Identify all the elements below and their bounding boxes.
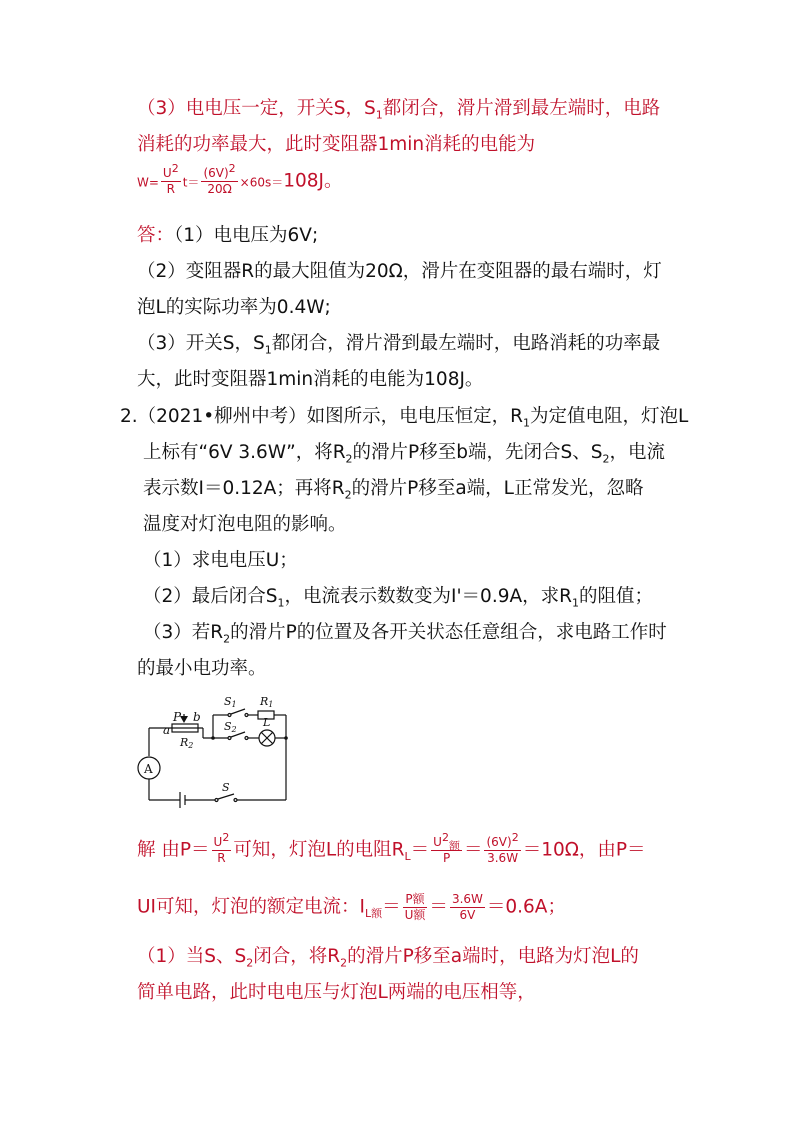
switch-s2-contact	[228, 737, 231, 740]
problem2-line1	[120, 402, 688, 432]
text: （2021•柳州中考）如图所示，电电压恒定，R	[137, 406, 524, 427]
num: (6V)	[486, 835, 512, 849]
text: （2）最后闭合S	[143, 586, 278, 607]
answer-2-line2: 泡L的实际功率为0.4W;	[137, 297, 331, 318]
exp: 2	[222, 831, 230, 844]
text: 都闭合，滑片滑到最左端时，电路消耗的功率最	[271, 333, 661, 354]
solution2-line1	[137, 831, 646, 866]
formula-times: ×60s＝	[239, 175, 284, 190]
switch-s1-blade	[231, 709, 245, 714]
answer-1: （1）电电压为6V;	[174, 225, 319, 246]
answer-3-line2: 大，此时变阻器1min消耗的电能为108J。	[137, 369, 484, 390]
den: R	[166, 182, 175, 196]
fraction	[403, 892, 428, 923]
subscript: 1	[277, 596, 285, 610]
den: U额	[404, 908, 426, 922]
problem2-question1: （1）求电电压U；	[143, 550, 298, 571]
fraction	[212, 831, 232, 866]
text: ＝	[382, 896, 401, 918]
solution2-line3	[137, 942, 639, 972]
num: U	[433, 835, 442, 849]
text: 解 由P＝	[137, 839, 210, 861]
text: ，电流	[609, 442, 665, 463]
solution2-line4: 简单电路，此时电电压与灯泡L两端的电压相等，	[137, 982, 536, 1003]
answer-label: 答：	[137, 225, 175, 246]
text: ＝10Ω，由P＝	[522, 839, 646, 861]
subscript: 2	[602, 452, 610, 466]
label-l: L	[263, 716, 271, 729]
sub: 2	[231, 725, 237, 734]
symbol: I	[359, 896, 365, 918]
sub: 2	[188, 741, 194, 750]
label-a-end: a	[163, 723, 171, 737]
label-r1	[259, 695, 273, 709]
formula-w: W=	[137, 175, 159, 190]
text: 的滑片P移至a端，L正常发光，忽略	[351, 478, 644, 499]
label: R	[260, 695, 269, 708]
label-s: S	[222, 781, 230, 794]
junction-dot	[211, 736, 215, 740]
subscript: L	[404, 850, 411, 864]
subscript: 1	[572, 596, 579, 610]
problem2-question3-line1	[143, 618, 667, 648]
answer-3-line1	[137, 329, 660, 359]
num: 3.6W	[451, 892, 483, 906]
sub: 额	[448, 839, 460, 853]
text: （3）电电压一定，开关S，S	[137, 98, 376, 119]
exp: 2	[228, 162, 236, 175]
text: 闭合，将R	[253, 946, 341, 967]
switch-s-contact	[215, 799, 218, 802]
solution-part3-formula	[137, 162, 343, 198]
label-b-end: b	[193, 710, 201, 724]
junction-dot	[284, 736, 288, 740]
num: U	[162, 166, 172, 180]
circuit-diagram	[128, 688, 298, 808]
solution2-line2	[137, 892, 566, 923]
problem2-line3	[143, 474, 643, 504]
text: 为定值电阻，灯泡L	[530, 406, 689, 427]
subscript: 2	[345, 452, 353, 466]
den: 20Ω	[207, 182, 232, 196]
den: P	[442, 851, 451, 865]
text: ＝	[429, 896, 448, 918]
text: （3）开关S，S	[137, 333, 265, 354]
text: ＝	[410, 839, 430, 861]
label-r2	[179, 736, 193, 750]
solution-part3-line1	[137, 94, 660, 124]
label-p: P	[173, 710, 182, 724]
answer-line1	[137, 221, 318, 251]
subscript: 2	[246, 956, 254, 970]
num: U	[213, 835, 223, 849]
den: 3.6W	[487, 851, 519, 865]
text: 的滑片P移至b端，先闭合S、S	[352, 442, 603, 463]
fraction-6v2-over-20	[201, 162, 237, 197]
label-s1	[224, 695, 237, 709]
text: 可知，灯泡L的电阻	[233, 839, 392, 861]
switch-s-blade	[218, 794, 234, 799]
den: 6V	[459, 908, 476, 922]
problem2-line2	[143, 438, 665, 468]
fraction	[431, 831, 462, 866]
text: （1）当S、S	[137, 946, 247, 967]
sub: 1	[268, 700, 274, 709]
label: S	[224, 720, 232, 733]
answer-2-line1: （2）变阻器R的最大阻值为20Ω，滑片在变阻器的最右端时，灯	[137, 261, 662, 282]
problem-number: 2.	[120, 406, 138, 427]
text: ＝0.6A；	[486, 896, 566, 918]
solution-part3-line2: 消耗的功率最大，此时变阻器1min消耗的电能为	[137, 134, 536, 155]
text: ＝	[463, 839, 483, 861]
text: 表示数I＝0.12A；再将R	[143, 478, 345, 499]
text: 上标有“6V 3.6W”，将R	[143, 442, 346, 463]
subscript: 1	[375, 108, 383, 122]
subscript: 2	[223, 632, 231, 646]
text: 的阻值；	[579, 586, 654, 607]
fraction	[484, 831, 520, 866]
text: 都闭合，滑片滑到最左端时，电路	[382, 98, 661, 119]
formula-result: 108J。	[283, 170, 343, 192]
problem2-question2	[143, 582, 653, 612]
text: 的滑片P的位置及各开关状态任意组合，求电路工作时	[230, 622, 667, 643]
label: S	[224, 695, 232, 708]
label-s2	[224, 720, 237, 734]
switch-s1-contact	[228, 714, 231, 717]
label: R	[180, 736, 189, 749]
switch-s1-contact	[245, 714, 248, 717]
label-ammeter: A	[144, 762, 153, 776]
text: UI可知，灯泡的额定电流：	[137, 896, 360, 918]
fraction-u2-over-r	[161, 162, 181, 197]
exp: 2	[511, 831, 519, 844]
subscript: 1	[523, 416, 531, 430]
subscript: L额	[364, 907, 383, 921]
subscript: 2	[340, 956, 348, 970]
num: P额	[403, 892, 428, 908]
exp: 2	[441, 831, 449, 844]
problem2-question3-line2: 的最小电功率。	[137, 658, 267, 679]
text: 的滑片P移至a端时，电路为灯泡L的	[347, 946, 639, 967]
formula-t: t＝	[182, 175, 200, 190]
sub: 1	[231, 700, 237, 709]
num: (6V)	[203, 166, 229, 180]
text: ，电流表示数数变为I'＝0.9A，求R	[284, 586, 572, 607]
switch-s2-contact	[245, 737, 248, 740]
fraction	[450, 892, 485, 923]
switch-s-contact	[234, 799, 237, 802]
subscript: 1	[264, 343, 272, 357]
problem2-line4: 温度对灯泡电阻的影响。	[143, 514, 347, 535]
text: （3）若R	[143, 622, 224, 643]
den: R	[217, 851, 226, 865]
symbol: R	[391, 839, 405, 861]
exp: 2	[171, 162, 179, 175]
subscript: 2	[344, 488, 352, 502]
